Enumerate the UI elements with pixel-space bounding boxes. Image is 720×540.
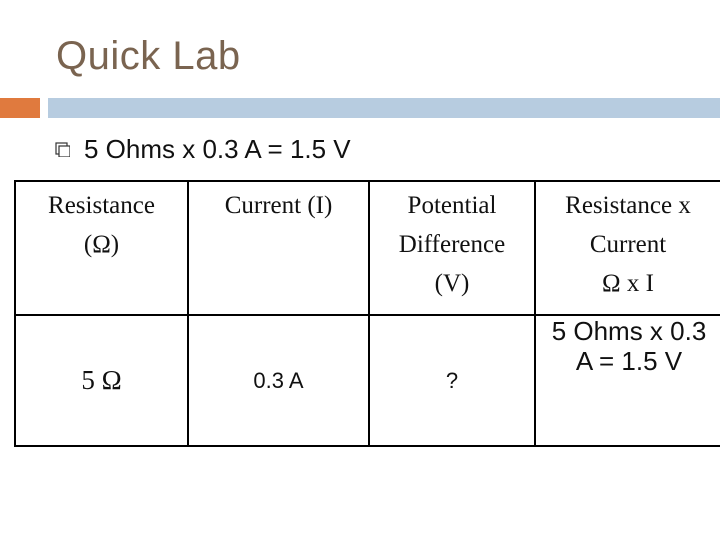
header-resistance: Resistance (Ω) bbox=[15, 181, 188, 315]
square-bullet-icon bbox=[55, 142, 70, 157]
cell-current: 0.3 A bbox=[188, 315, 369, 446]
cell-calculation: 5 Ohms x 0.3 A = 1.5 V bbox=[535, 315, 720, 446]
header-current: Current (I) bbox=[188, 181, 369, 315]
table-row bbox=[15, 315, 720, 446]
data-table bbox=[14, 180, 720, 447]
accent-bar-orange bbox=[0, 98, 40, 118]
bullet-text: 5 Ohms x 0.3 A = 1.5 V bbox=[84, 134, 351, 164]
slide-title: Quick Lab bbox=[56, 34, 241, 78]
header-resistance-x-current: Resistance x Current Ω x I bbox=[535, 181, 720, 315]
accent-bar-blue bbox=[48, 98, 720, 118]
cell-resistance: 5 Ω bbox=[15, 315, 188, 446]
table-header-row bbox=[15, 181, 720, 315]
cell-potential-difference: ? bbox=[369, 315, 535, 446]
header-potential-difference: Potential Difference (V) bbox=[369, 181, 535, 315]
